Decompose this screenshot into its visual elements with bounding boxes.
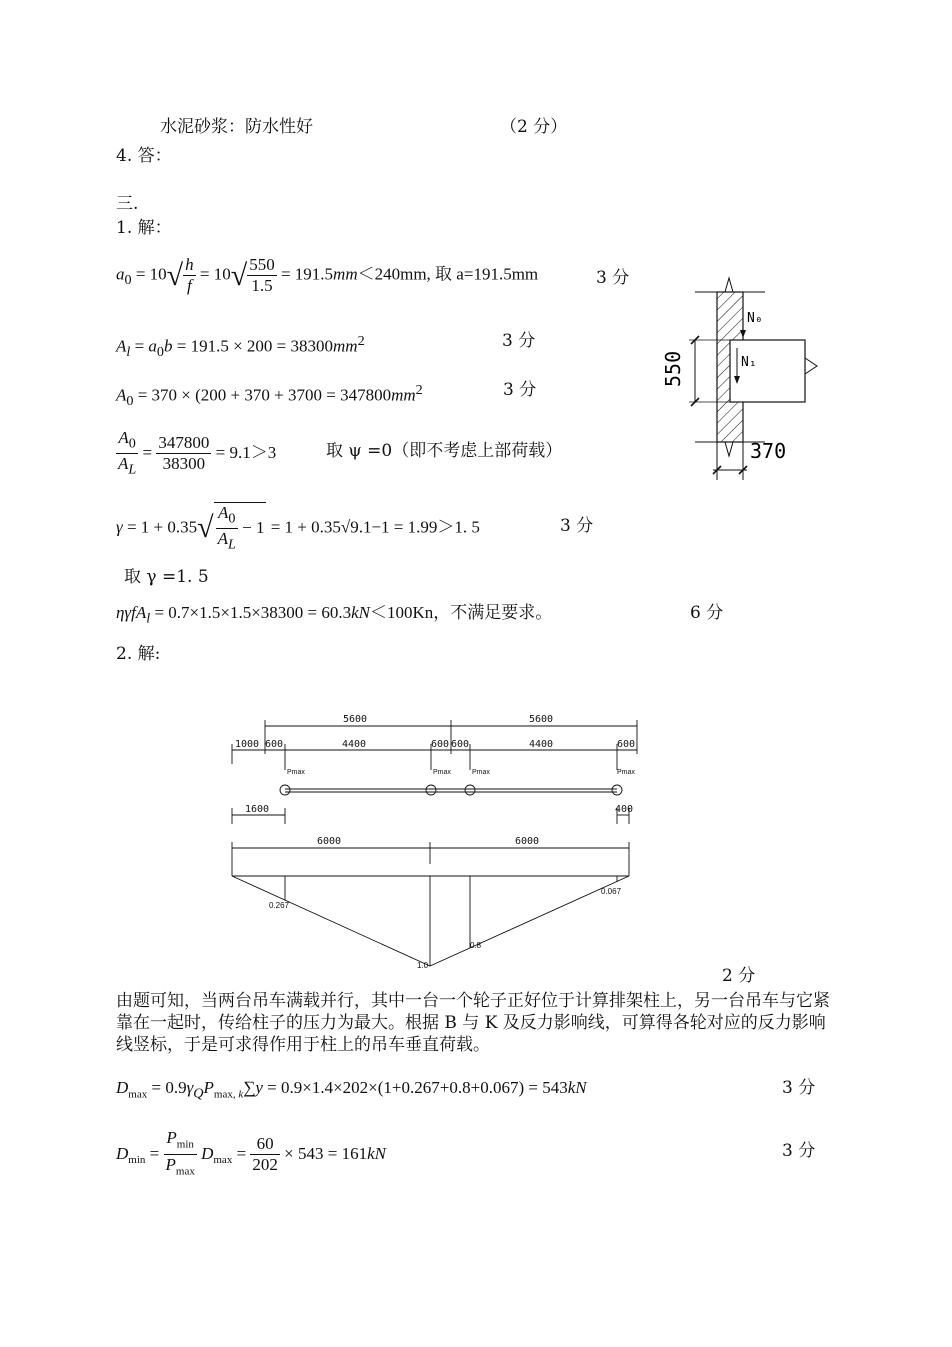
wheel-dim-7: 600 bbox=[617, 739, 636, 750]
score-a0: 3 分 bbox=[596, 268, 630, 288]
wheel-label-2: Pmax bbox=[433, 769, 451, 776]
crane-influence-figure bbox=[225, 712, 645, 974]
equation-gamma: γ = 1 + 0.35√ $\frac{A_0}{A_L}$ − 1 = 1 + 0.35√9.1−1 = 1.99＞1. 5 bbox=[116, 503, 480, 553]
equation-dmax: $D_{max} = 0.9\gamma_QP_{max, k}\sum y = 0.9\times 1.4\times 202\times(1+0.267+0.8+0.067) = 543kN$ bbox=[116, 1078, 587, 1102]
mortar-line: 水泥砂浆：防水性好 bbox=[160, 117, 313, 137]
load-n1-label: N₁ bbox=[741, 355, 757, 370]
dmax-expression: = 0.9×1.4×202×(1+0.267+0.8+0.067) = 543 bbox=[267, 1078, 568, 1097]
take-psi-note: 取 ψ =0（即不考虑上部荷载） bbox=[326, 441, 563, 461]
eta-unit: kN bbox=[351, 603, 371, 622]
dmin-unit: kN bbox=[367, 1143, 386, 1163]
dim-width-label: 370 bbox=[750, 439, 787, 463]
equation-a0-area: $A_0 = 370 \times (200 + 370 + 3700 = 347800mm^2$ bbox=[116, 382, 423, 410]
column-dim-2: 6000 bbox=[515, 836, 540, 847]
offset-left-dim: 1600 bbox=[245, 804, 270, 815]
ratio-result: = 9.1＞3 bbox=[215, 442, 277, 462]
a0-result: = 191.5 bbox=[280, 264, 334, 284]
ordinate-label-2: 1.0 bbox=[417, 961, 429, 970]
equation-ratio: $\frac{A_0}{A_L}$ = $\frac{347800}{38300}$ = 9.1＞3 bbox=[118, 428, 277, 478]
wall-section-figure bbox=[655, 270, 835, 490]
span-dim-2: 5600 bbox=[529, 714, 554, 725]
score-gamma: 3 分 bbox=[560, 516, 594, 536]
question-4-label: 4. 答： bbox=[116, 146, 172, 166]
score-eta: 6 分 bbox=[690, 603, 724, 623]
equation-dmin: $D_{min}$ = $\frac{P_{min}}{P_{max}}$ $D_{max}$ = $\frac{60}{202}$ × 543 = 161kN bbox=[116, 1128, 386, 1178]
dmin-numerator: 60 bbox=[250, 1134, 280, 1155]
question-1-label: 1. 解： bbox=[116, 218, 172, 238]
section-3-heading: 三. bbox=[116, 194, 139, 214]
a0-unit: mm bbox=[333, 264, 358, 284]
take-gamma-note: 取 γ =1. 5 bbox=[124, 567, 209, 587]
score-dmin: 3 分 bbox=[782, 1141, 816, 1161]
influence-line bbox=[232, 876, 629, 966]
wheel-dim-6: 4400 bbox=[529, 739, 554, 750]
al-expression: = 191.5 × 200 = 38300 bbox=[176, 336, 334, 356]
a0-comparison: ＜240mm, 取 a=191.5mm bbox=[357, 264, 539, 284]
column-dim-1: 6000 bbox=[317, 836, 342, 847]
ordinate-label-1: 0.267 bbox=[269, 901, 290, 910]
beam-end bbox=[730, 340, 805, 402]
ratio-denominator: 38300 bbox=[162, 454, 206, 474]
wheel-label-3: Pmax bbox=[472, 769, 490, 776]
wheel-dim-2: 600 bbox=[265, 739, 284, 750]
eta-tail: ＜100Kn，不满足要求。 bbox=[370, 603, 553, 622]
dim-height-label: 550 bbox=[661, 350, 685, 387]
dmin-expression: × 543 = 161 bbox=[284, 1143, 368, 1163]
dmax-unit: kN bbox=[567, 1078, 587, 1097]
mortar-score: （2 分） bbox=[500, 117, 568, 137]
a0-area-expression: = 370 × (200 + 370 + 3700 = 347800 bbox=[137, 385, 392, 405]
equation-a0: $a_0 = 10√$ $\frac{h}{f}$ = 10√ $\frac{550}{1.5}$ = 191.5mm＜240mm, 取 a=191.5mm bbox=[116, 255, 539, 295]
gamma-result: = 1 + 0.35√9.1−1 = 1.99＞1. 5 bbox=[270, 517, 480, 537]
offset-right-dim: 400 bbox=[615, 804, 634, 815]
wheel-dim-4: 600 bbox=[431, 739, 450, 750]
wheel-dim-3: 4400 bbox=[342, 739, 367, 750]
score-al: 3 分 bbox=[502, 331, 536, 351]
equation-eta: ηγfA$_l$ = 0.7×1.5×1.5×38300 = 60.3kN＜100Kn，不满足要求。 bbox=[116, 603, 553, 627]
load-n0-label: N₀ bbox=[747, 311, 763, 326]
score-figure: 2 分 bbox=[722, 966, 756, 986]
wheel-label-1: Pmax bbox=[287, 769, 305, 776]
wheel-dim-1: 1000 bbox=[235, 739, 260, 750]
score-a0-area: 3 分 bbox=[503, 380, 537, 400]
ordinate-label-3: 0.8 bbox=[470, 941, 482, 950]
ratio-numerator: 347800 bbox=[158, 433, 210, 453]
eta-expression: = 0.7×1.5×1.5×38300 = 60.3 bbox=[154, 603, 352, 622]
span-dim-1: 5600 bbox=[343, 714, 368, 725]
dmin-denominator: 202 bbox=[252, 1155, 278, 1175]
score-dmax: 3 分 bbox=[782, 1078, 816, 1098]
wheel-dim-5: 600 bbox=[451, 739, 470, 750]
equation-al: $A_l = a_0b = 191.5 \times 200 = 38300mm^2$ bbox=[116, 333, 365, 361]
wheel-label-4: Pmax bbox=[617, 769, 635, 776]
question-2-label: 2. 解: bbox=[116, 644, 161, 664]
explanation-paragraph: 由题可知，当两台吊车满载并行，其中一台一个轮子正好位于计算排架柱上，另一台吊车与它紧靠在一起时，传给柱子的压力为最大。根据 B 与 K 及反力影响线，可算得各轮对应的反力影响线竖标，于是可求得作用于柱上的吊车垂直荷载。 bbox=[116, 991, 830, 1055]
ordinate-label-4: 0.067 bbox=[601, 887, 622, 896]
